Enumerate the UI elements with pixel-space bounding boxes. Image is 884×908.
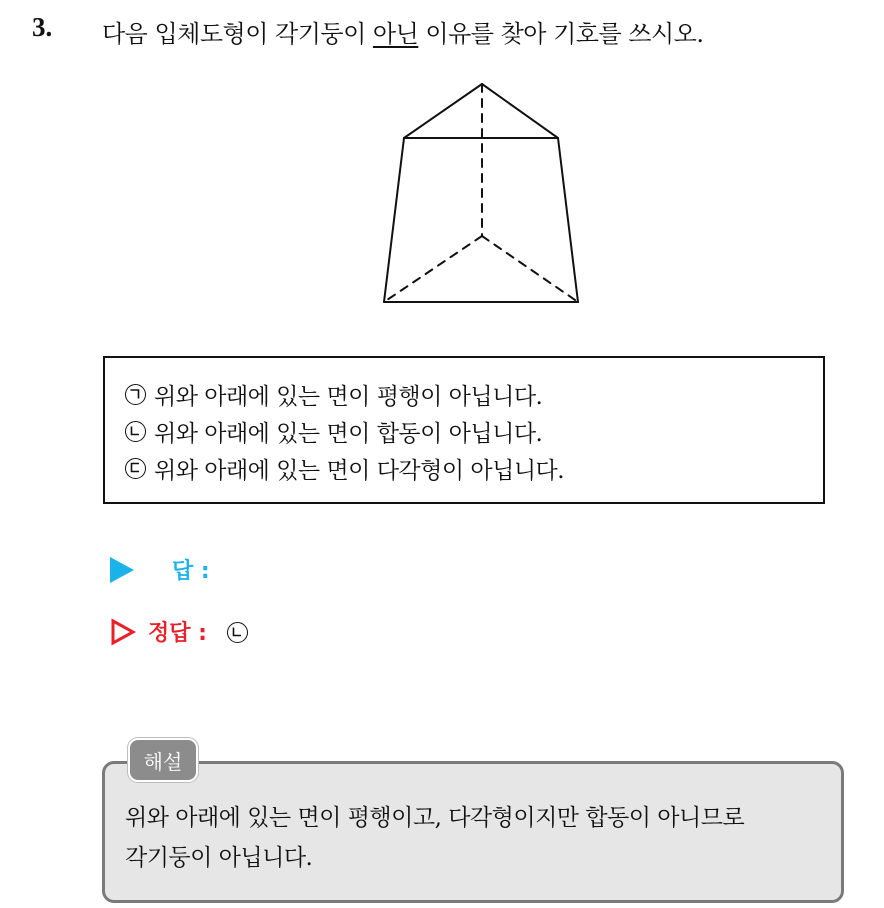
- choice-giyeok-text: 위와 아래에 있는 면이 평행이 아닙니다.: [154, 384, 543, 410]
- side-edge-right: [558, 138, 578, 302]
- play-outline-icon: [110, 618, 136, 646]
- hidden-edge-bottom-left: [384, 236, 482, 302]
- choice-digeut-text: 위와 아래에 있는 면이 다각형이 아닙니다.: [154, 458, 565, 484]
- answer-label: 답 :: [172, 559, 210, 584]
- correct-answer-nieun-marker: [227, 622, 248, 643]
- explanation-text: [125, 798, 827, 878]
- choice-digeut: [125, 450, 823, 487]
- circled-digeut-marker: [125, 458, 146, 479]
- question-text-after: 이유를 찾아 기호를 쓰시오.: [418, 20, 704, 48]
- choice-nieun-text: 위와 아래에 있는 면이 합동이 아닙니다.: [154, 421, 543, 447]
- top-edge-right: [482, 84, 558, 138]
- explanation-line-2: 각기둥이 아닙니다.: [125, 845, 313, 871]
- side-edge-left: [384, 138, 404, 302]
- correct-answer-row: [110, 616, 256, 647]
- hidden-edge-bottom-right: [482, 236, 578, 302]
- truncated-prism-figure: [370, 76, 590, 312]
- choice-nieun: [125, 413, 823, 450]
- question-number: 3.: [32, 12, 53, 42]
- play-filled-icon: [110, 557, 134, 583]
- question-text: [102, 14, 703, 49]
- explanation-line-1: 위와 아래에 있는 면이 평행이고, 다각형이지만 합동이 아니므로: [125, 805, 745, 831]
- choice-giyeok: [125, 376, 823, 413]
- circled-nieun-marker: [125, 421, 146, 442]
- question-text-before: 다음 입체도형이 각기둥이: [102, 20, 373, 48]
- choices-box: [103, 356, 825, 504]
- question-text-underlined: 아닌: [372, 20, 419, 48]
- top-edge-left: [404, 84, 482, 138]
- circled-giyeok-marker: [125, 384, 146, 405]
- answer-row: [110, 554, 210, 585]
- explanation-tag: 해설: [128, 738, 198, 782]
- correct-answer-label: 정답 :: [148, 621, 207, 646]
- explanation-box: [102, 761, 844, 903]
